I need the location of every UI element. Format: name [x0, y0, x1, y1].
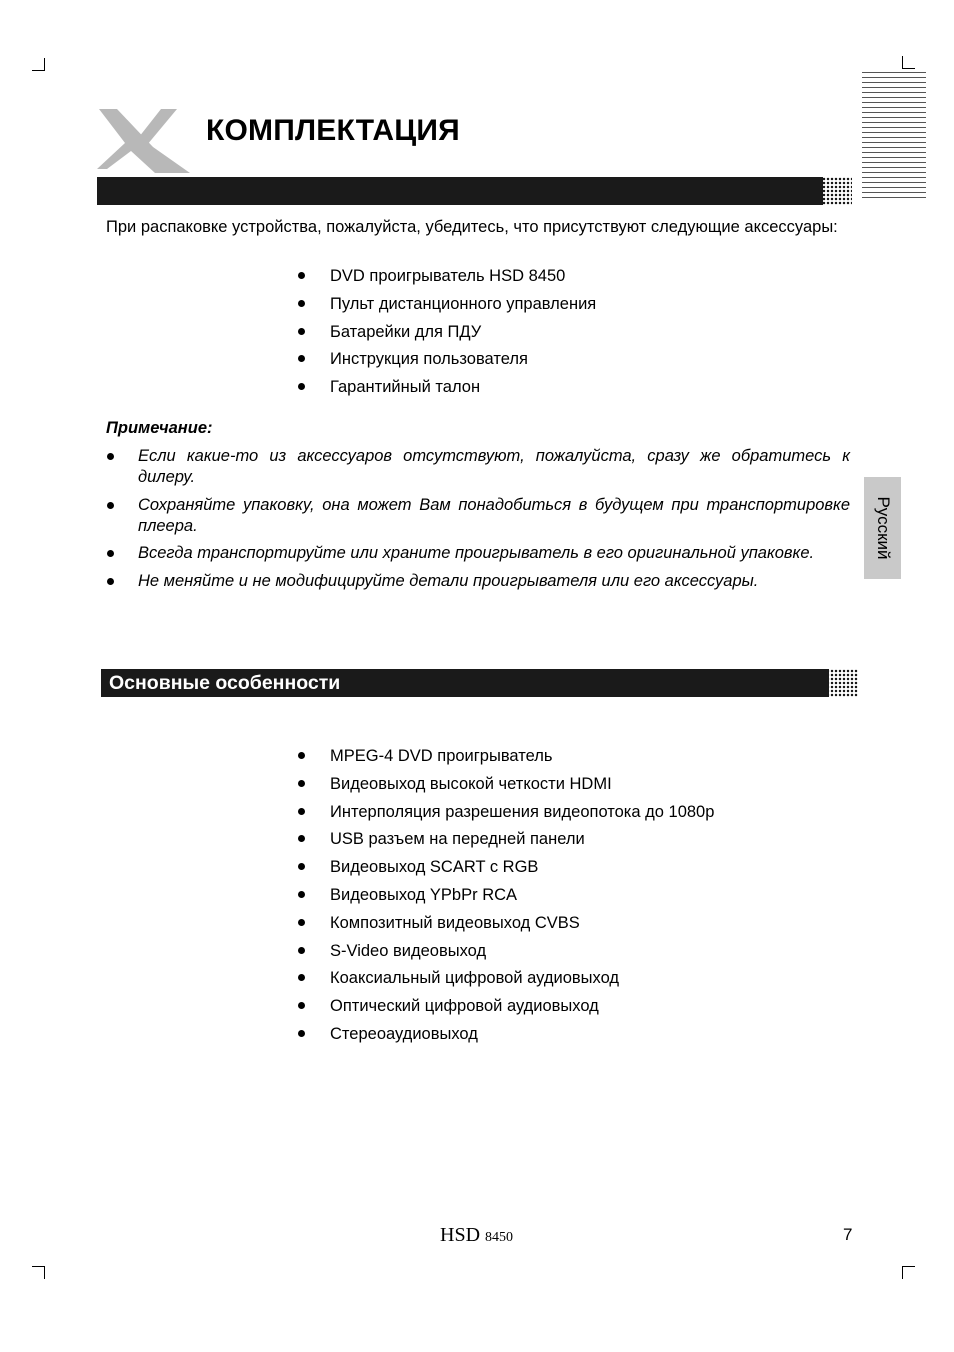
bullet-icon: [298, 328, 305, 335]
list-item: Гарантийный талон: [298, 376, 596, 404]
list-item: Батарейки для ПДУ: [298, 321, 596, 349]
bullet-icon: [298, 919, 305, 926]
language-tab: [864, 477, 901, 579]
bullet-icon: [298, 974, 305, 981]
bullet-icon: [298, 1030, 305, 1037]
bullet-icon: [107, 578, 114, 585]
title-bar-dots: [822, 177, 852, 205]
features-heading: Основные особенности: [109, 672, 341, 694]
bullet-icon: [298, 383, 305, 390]
bullet-icon: [298, 355, 305, 362]
bullet-icon: [107, 453, 114, 460]
bullet-icon: [298, 1002, 305, 1009]
intro-text: При распаковке устройства, пожалуйста, убедитесь, что присутствуют следующие аксессуары:: [106, 218, 838, 236]
title-bar: [97, 177, 823, 205]
bullet-icon: [298, 835, 305, 842]
list-item: Видеовыход YPbPr RCA: [298, 884, 714, 912]
note-title: Примечание:: [106, 419, 213, 437]
bullet-icon: [298, 808, 305, 815]
bullet-icon: [298, 780, 305, 787]
bullet-icon: [298, 272, 305, 279]
bullet-icon: [298, 752, 305, 759]
note-item: Сохраняйте упаковку, она может Вам понадобиться в будущем при транспортировке плеера.: [106, 495, 850, 537]
list-item: S-Video видеовыход: [298, 940, 714, 968]
list-item: USB разъем на передней панели: [298, 828, 714, 856]
page-title: КОМПЛЕКТАЦИЯ: [206, 114, 460, 147]
bullet-icon: [298, 947, 305, 954]
list-item: Видеовыход SCART с RGB: [298, 856, 714, 884]
x-logo-icon: [95, 107, 195, 177]
bullet-icon: [107, 550, 114, 557]
list-item: Инструкция пользователя: [298, 348, 596, 376]
features-heading-bar: [101, 669, 829, 697]
notes-list: [106, 446, 850, 598]
crop-mark-top-left: [32, 58, 45, 71]
bullet-icon: [298, 863, 305, 870]
crop-mark-bottom-left: [32, 1266, 45, 1279]
bullet-icon: [298, 891, 305, 898]
list-item: Интерполяция разрешения видеопотока до 1080p: [298, 801, 714, 829]
list-item: Композитный видеовыход CVBS: [298, 912, 714, 940]
note-item: Всегда транспортируйте или храните проигрыватель в его оригинальной упаковке.: [106, 543, 850, 564]
list-item: DVD проигрыватель HSD 8450: [298, 265, 596, 293]
bullet-icon: [107, 502, 114, 509]
accessories-list: [298, 265, 596, 404]
language-tab-label: Русский: [873, 496, 893, 560]
list-item: MPEG-4 DVD проигрыватель: [298, 745, 714, 773]
note-item: Если какие-то из аксессуаров отсутствуют, пожалуйста, сразу же обратитесь к дилеру.: [106, 446, 850, 488]
features-list: [298, 745, 714, 1051]
decorative-stripes: [862, 72, 926, 200]
crop-mark-top-right: [902, 56, 915, 69]
list-item: Стереоаудиовыход: [298, 1023, 714, 1051]
footer-model: HSD 8450: [440, 1224, 514, 1246]
features-bar-dots: [826, 669, 858, 697]
bullet-icon: [298, 300, 305, 307]
list-item: Коаксиальный цифровой аудиовыход: [298, 967, 714, 995]
note-item: Не меняйте и не модифицируйте детали проигрывателя или его аксессуары.: [106, 571, 850, 592]
list-item: Оптический цифровой аудиовыход: [298, 995, 714, 1023]
list-item: Пульт дистанционного управления: [298, 293, 596, 321]
page-number: 7: [843, 1225, 853, 1244]
list-item: Видеовыход высокой четкости HDMI: [298, 773, 714, 801]
crop-mark-bottom-right: [902, 1266, 915, 1279]
